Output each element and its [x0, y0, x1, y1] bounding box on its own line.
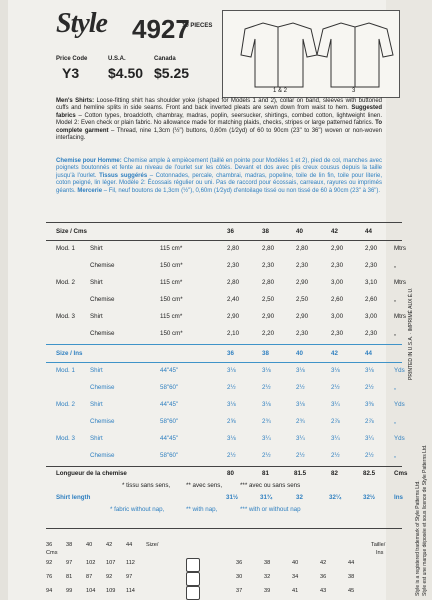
row-value: 2,50 — [262, 296, 275, 303]
table-row — [46, 313, 407, 323]
row-item: Shirt — [90, 367, 103, 374]
row-value: 3⅛ — [262, 401, 271, 408]
divider — [46, 528, 402, 529]
row-value: 2⅞ — [365, 418, 374, 425]
price-code: Y3 — [62, 65, 80, 81]
english-description — [56, 98, 382, 142]
body-in-value: 36 — [320, 574, 327, 580]
row-value: 3,00 — [331, 313, 344, 320]
length-in-42: 32¼ — [329, 494, 342, 501]
row-width: 150 cm* — [160, 330, 183, 337]
body-in-value: 44 — [348, 560, 355, 566]
row-value: 2,60 — [365, 296, 378, 303]
row-value: 2,60 — [331, 296, 344, 303]
row-value: 2,30 — [331, 262, 344, 269]
metric-size-44: 44 — [365, 228, 372, 235]
french-fabrics-title: Tissus suggérés — [99, 172, 148, 179]
english-fabrics-title: Suggested fabrics — [56, 105, 382, 119]
body-in-value: 32 — [264, 574, 271, 580]
row-value: 3¼ — [365, 435, 374, 442]
metric-size-40: 40 — [296, 228, 303, 235]
length-cm-unit: Cms — [394, 470, 408, 477]
row-value: 2,90 — [227, 313, 240, 320]
row-value: 2,80 — [227, 245, 240, 252]
pattern-number: 4927 — [132, 14, 190, 44]
row-value: 2,30 — [331, 330, 344, 337]
usa-label: U.S.A. — [108, 56, 126, 62]
body-cm-value: 107 — [106, 560, 116, 566]
divider — [46, 240, 402, 241]
row-value: 2½ — [227, 384, 236, 391]
row-value: 2¾ — [262, 418, 271, 425]
body-unit-ins: Ins — [376, 550, 384, 556]
body-measurement-row — [46, 560, 402, 570]
body-size-36: 36 — [46, 542, 53, 548]
pieces-count: 10 PIECES — [182, 23, 213, 29]
row-model: Mod. 1 — [56, 245, 75, 252]
body-cm-value: 92 — [46, 560, 53, 566]
row-item: Shirt — [90, 401, 103, 408]
length-in-44: 32½ — [363, 494, 376, 501]
divider — [46, 466, 402, 467]
french-notions-title: Mercerie — [77, 187, 103, 194]
body-measurement-row — [46, 574, 402, 584]
row-unit: „ — [394, 418, 397, 425]
table-row — [46, 401, 405, 411]
row-value: 2½ — [262, 384, 271, 391]
row-value: 2,80 — [262, 245, 275, 252]
row-value: 2,80 — [296, 245, 309, 252]
body-cm-value: 87 — [86, 574, 93, 580]
table-row — [46, 435, 405, 445]
row-value: 2,50 — [296, 296, 309, 303]
row-value: 2,40 — [227, 296, 240, 303]
sketch-label-3: 3 — [352, 88, 356, 94]
row-value: 2,30 — [227, 262, 240, 269]
row-width: 58"60" — [160, 452, 179, 459]
row-model: Mod. 3 — [56, 313, 75, 320]
body-in-value: 30 — [236, 574, 243, 580]
row-unit: „ — [394, 296, 397, 303]
body-cm-value: 104 — [86, 588, 96, 594]
english-title: Men's Shirts: — [56, 98, 95, 104]
row-model: Mod. 2 — [56, 279, 75, 286]
length-notes-en — [46, 506, 402, 516]
canada-label: Canada — [154, 56, 176, 62]
length-cm-42: 82 — [331, 470, 338, 477]
row-value: 2,10 — [227, 330, 240, 337]
english-complete: – Thread, nine 1,3cm (½") buttons, 0,60m (1⁄2yd) of 60 to 90cm (23" to 36") woven or non-woven interfacing. — [56, 127, 382, 142]
body-in-value: 38 — [348, 574, 355, 580]
row-value: 2⅞ — [331, 418, 340, 425]
brand-logo: Style — [56, 8, 107, 39]
row-unit: „ — [394, 452, 397, 459]
row-value: 2¾ — [296, 418, 305, 425]
metric-size-38: 38 — [262, 228, 269, 235]
english-complete-title: To complete garment — [56, 120, 382, 134]
row-value: 2,30 — [262, 262, 275, 269]
row-model: Mod. 2 — [56, 401, 75, 408]
body-in-value: 34 — [292, 574, 299, 580]
table-row — [46, 262, 402, 272]
body-in-value: 36 — [236, 560, 243, 566]
length-cm-40: 81.5 — [294, 470, 307, 477]
table-row — [46, 279, 407, 289]
row-unit: „ — [394, 330, 397, 337]
row-width: 58"60" — [160, 418, 179, 425]
body-in-value: 39 — [264, 588, 271, 594]
row-value: 3⅛ — [331, 367, 340, 374]
body-taille-label: Taille/ — [371, 542, 386, 548]
body-in-value: 38 — [264, 560, 271, 566]
table-row — [46, 330, 402, 340]
row-value: 3⅛ — [262, 367, 271, 374]
row-unit: Yds — [394, 401, 405, 408]
row-value: 2⅝ — [227, 418, 236, 425]
french-notions: – Fil, neuf boutons de 1,3cm (½"), 0,60m (1⁄2yd) d'entoilage tissé ou non tissé de 60 à 90cm (23" à 36"). — [103, 187, 381, 194]
paper-edge — [0, 0, 8, 600]
length-cm-44: 82.5 — [363, 470, 376, 477]
body-cm-value: 102 — [86, 560, 96, 566]
row-value: 3⅜ — [365, 401, 374, 408]
length-label-en: Shirt length — [56, 494, 91, 501]
row-unit: „ — [394, 262, 397, 269]
row-unit: Mtrs — [394, 245, 407, 252]
body-unit-row — [46, 550, 402, 560]
row-width: 115 cm* — [160, 279, 183, 286]
row-item: Chemise — [90, 330, 115, 337]
row-value: 2,90 — [296, 313, 309, 320]
row-width: 150 cm* — [160, 262, 183, 269]
imperial-size-42: 42 — [331, 350, 338, 357]
chest-icon — [186, 558, 200, 572]
imperial-size-36: 36 — [227, 350, 234, 357]
row-width: 44"45" — [160, 435, 179, 442]
row-value: 2,90 — [331, 245, 344, 252]
row-width: 44"45" — [160, 401, 179, 408]
row-value: 2½ — [331, 384, 340, 391]
trademark-fr: Style est une marque déposée et sous licence de Style Patterns Ltd. — [422, 444, 428, 596]
row-value: 2½ — [296, 452, 305, 459]
body-size-42: 42 — [106, 542, 113, 548]
length-label-fr: Longueur de la chemise — [56, 470, 127, 477]
imperial-size-44: 44 — [365, 350, 372, 357]
waist-icon — [186, 572, 200, 586]
french-title: Chemise pour Homme: — [56, 158, 122, 164]
body-cm-value: 112 — [126, 560, 135, 566]
body-cm-value: 97 — [66, 560, 73, 566]
body-cm-value: 92 — [106, 574, 113, 580]
row-value: 2,30 — [365, 330, 378, 337]
note-fr-1: * tissu sans sens, — [122, 482, 171, 489]
metric-size-header — [46, 228, 402, 238]
row-item: Shirt — [90, 279, 103, 286]
body-cm-value: 97 — [126, 574, 133, 580]
body-in-value: 43 — [320, 588, 327, 594]
note-fr-2: ** avec sens, — [186, 482, 223, 489]
body-unit-cms: Cms — [46, 550, 58, 556]
metric-size-42: 42 — [331, 228, 338, 235]
french-fabrics: – Cotonnades, percale, chambrai, madras, popeline, toile de lin fin, toile pour literie, coton peigné, lin léger. Modèle 2: Écossais régulier ou uni. Pas de raccord pour écossais, carreaux, rayures ou imprimés géants. — [56, 172, 383, 194]
french-text: Chemise ample à empiècement (taillé en pointe pour Modèles 1 et 2), pied de col, manches avec poignets boutonnés et fente au niveau de l'ourlet sur les côtés. Devant et dos avec plis creux cousus depuis la taille jusqu'à l'ourlet. — [56, 158, 382, 179]
note-fr-3: *** avec ou sans sens — [240, 482, 301, 489]
row-value: 3,00 — [331, 279, 344, 286]
row-item: Chemise — [90, 452, 115, 459]
divider — [46, 344, 402, 345]
row-value: 2½ — [365, 452, 374, 459]
canada-price: $5.25 — [154, 65, 190, 81]
body-size-label: Size/ — [146, 542, 159, 548]
table-row — [46, 296, 402, 306]
imperial-size-40: 40 — [296, 350, 303, 357]
english-text: Loose-fitting shirt has shoulder yoke (shaped for Models 1 and 2), collar on band, sleeves with buttoned cuffs and hemline splits in side seams. Front and back inverted pleats are sewn down from waist to hem. — [56, 98, 383, 112]
row-value: 3¼ — [331, 401, 340, 408]
row-value: 3¼ — [331, 435, 340, 442]
row-value: 2½ — [365, 384, 374, 391]
body-in-value: 41 — [292, 588, 299, 594]
table-row — [46, 452, 402, 462]
length-notes-fr — [46, 482, 402, 492]
metric-size-label: Size / Cms — [56, 228, 87, 235]
body-size-40: 40 — [86, 542, 93, 548]
note-en-2: ** with nap, — [186, 506, 218, 513]
row-value: 2½ — [296, 384, 305, 391]
length-cm-row — [46, 470, 408, 480]
imperial-size-38: 38 — [262, 350, 269, 357]
body-size-44: 44 — [126, 542, 133, 548]
row-item: Chemise — [90, 262, 115, 269]
row-item: Shirt — [90, 435, 103, 442]
row-value: 3⅛ — [227, 435, 236, 442]
price-code-label: Price Code — [56, 56, 88, 62]
trademark-en: Style is a registered trademark of Style Patterns Ltd. — [415, 480, 421, 596]
row-width: 44"45" — [160, 367, 179, 374]
hip-icon — [186, 586, 200, 600]
row-value: 3⅛ — [296, 367, 305, 374]
row-value: 2,30 — [296, 330, 309, 337]
length-in-row — [46, 494, 402, 504]
sketch-label-1-2: 1 & 2 — [273, 88, 288, 94]
row-value: 3,00 — [365, 313, 378, 320]
row-value: 3⅛ — [227, 367, 236, 374]
row-unit: Yds — [394, 435, 405, 442]
note-en-3: *** with or without nap — [240, 506, 301, 513]
body-cm-value: 94 — [46, 588, 53, 594]
table-row — [46, 384, 402, 394]
row-unit: Mtrs — [394, 279, 407, 286]
divider — [46, 222, 402, 223]
body-cm-value: 109 — [106, 588, 116, 594]
row-value: 3,10 — [365, 279, 378, 286]
row-width: 115 cm* — [160, 245, 183, 252]
length-in-36: 31½ — [226, 494, 239, 501]
metric-size-36: 36 — [227, 228, 234, 235]
row-width: 58"60" — [160, 384, 179, 391]
table-row — [46, 245, 407, 255]
row-item: Chemise — [90, 384, 115, 391]
row-model: Mod. 1 — [56, 367, 75, 374]
row-value: 3⅛ — [296, 401, 305, 408]
body-cm-value: 76 — [46, 574, 53, 580]
row-value: 2,80 — [227, 279, 240, 286]
row-value: 3¼ — [296, 435, 305, 442]
body-in-value: 37 — [236, 588, 243, 594]
row-value: 2,90 — [262, 313, 275, 320]
row-value: 2,30 — [365, 262, 378, 269]
printed-in-usa: PRINTED IN U.S.A. · IMPRIMÉ AUX É.U. — [408, 287, 414, 380]
body-cm-value: 81 — [66, 574, 73, 580]
row-value: 2,90 — [365, 245, 378, 252]
shirt-sketch — [222, 10, 400, 98]
usa-price: $4.50 — [108, 65, 144, 81]
row-value: 2,20 — [262, 330, 275, 337]
table-row — [46, 418, 402, 428]
row-value: 3¼ — [262, 435, 271, 442]
row-value: 2,90 — [296, 279, 309, 286]
row-item: Chemise — [90, 418, 115, 425]
table-row — [46, 367, 405, 377]
row-value: 3⅛ — [227, 401, 236, 408]
row-value: 2,30 — [296, 262, 309, 269]
row-value: 2½ — [331, 452, 340, 459]
length-in-38: 31¾ — [260, 494, 273, 501]
body-in-value: 45 — [348, 588, 355, 594]
french-description — [56, 158, 382, 195]
row-unit: „ — [394, 384, 397, 391]
row-value: 2½ — [262, 452, 271, 459]
row-item: Chemise — [90, 296, 115, 303]
row-value: 2,80 — [262, 279, 275, 286]
imperial-size-label: Size / Ins — [56, 350, 83, 357]
length-in-unit: Ins — [394, 494, 403, 501]
length-cm-36: 80 — [227, 470, 234, 477]
row-width: 150 cm* — [160, 296, 183, 303]
imperial-size-header — [46, 350, 402, 360]
divider — [46, 362, 402, 363]
length-cm-38: 81 — [262, 470, 269, 477]
body-size-38: 38 — [66, 542, 73, 548]
body-in-value: 40 — [292, 560, 299, 566]
row-item: Shirt — [90, 245, 103, 252]
row-model: Mod. 3 — [56, 435, 75, 442]
body-cm-value: 99 — [66, 588, 73, 594]
row-unit: Yds — [394, 367, 405, 374]
row-value: 2½ — [227, 452, 236, 459]
shirt-outline-icon — [223, 11, 399, 97]
note-en-1: * fabric without nap, — [110, 506, 165, 513]
body-cm-value: 114 — [126, 588, 135, 594]
english-fabrics: – Cotton types, broadcloth, chambray, madras, poplin, seersucker, shirtings, combed cotton, lightweight linen. Model 2: Even check or plain fabric. No allowance made for matching plaids, checks, stripes or large patterned fabrics. — [56, 112, 382, 127]
body-in-value: 42 — [320, 560, 327, 566]
row-item: Shirt — [90, 313, 103, 320]
length-in-40: 32 — [296, 494, 303, 501]
row-value: 3⅛ — [365, 367, 374, 374]
body-measurement-row — [46, 588, 402, 598]
row-unit: Mtrs — [394, 313, 407, 320]
row-width: 115 cm* — [160, 313, 183, 320]
